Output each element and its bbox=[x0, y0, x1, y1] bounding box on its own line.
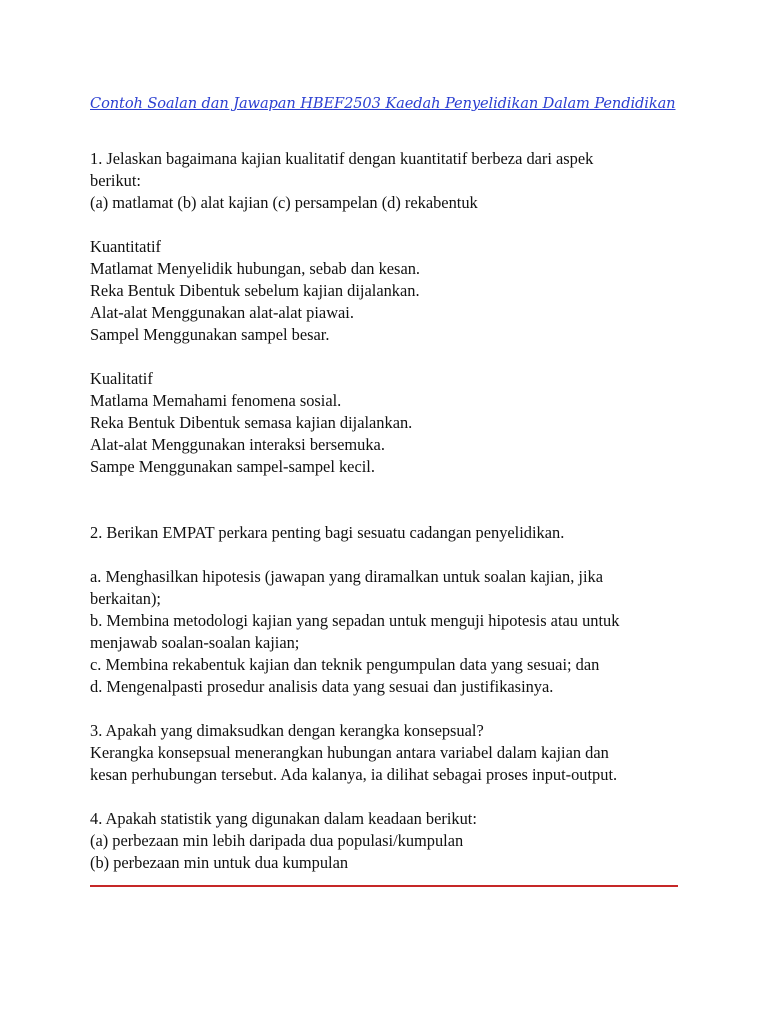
q2-question: 2. Berikan EMPAT perkara penting bagi sesuatu cadangan penyelidikan. bbox=[90, 523, 565, 542]
kuantitatif-item: Reka Bentuk Dibentuk sebelum kajian dijalankan. bbox=[90, 281, 420, 300]
q3-question: 3. Apakah yang dimaksudkan dengan kerangka konsepsual? bbox=[90, 721, 484, 740]
section-divider bbox=[90, 885, 678, 887]
q2-answer-line: b. Membina metodologi kajian yang sepadan untuk menguji hipotesis atau untuk bbox=[90, 611, 620, 630]
q2-answer-line: menjawab soalan-soalan kajian; bbox=[90, 633, 300, 652]
q2-answer-line: berkaitan); bbox=[90, 589, 161, 608]
kuantitatif-item: Alat-alat Menggunakan alat-alat piawai. bbox=[90, 303, 354, 322]
kuantitatif-heading: Kuantitatif bbox=[90, 237, 162, 256]
kuantitatif-item: Sampel Menggunakan sampel besar. bbox=[90, 325, 330, 344]
kuantitatif-item: Matlamat Menyelidik hubungan, sebab dan kesan. bbox=[90, 259, 421, 278]
q3-answer-line: kesan perhubungan tersebut. Ada kalanya, ia dilihat sebagai proses input-output. bbox=[90, 765, 618, 784]
q2-answer-line: d. Mengenalpasti prosedur analisis data yang sesuai dan justifikasinya. bbox=[90, 677, 554, 696]
q1-line: berikut: bbox=[90, 171, 141, 190]
q1-options: (a) matlamat (b) alat kajian (c) persampelan (d) rekabentuk bbox=[90, 193, 478, 212]
kualitatif-item: Sampe Menggunakan sampel-sampel kecil. bbox=[90, 457, 375, 476]
document-body bbox=[90, 148, 690, 874]
q2-answer-line: a. Menghasilkan hipotesis (jawapan yang diramalkan untuk soalan kajian, jika bbox=[90, 567, 603, 586]
document-title-link[interactable]: Contoh Soalan dan Jawapan HBEF2503 Kaedah Penyelidikan Dalam Pendidikan bbox=[90, 95, 676, 112]
q2-answer-line: c. Membina rekabentuk kajian dan teknik pengumpulan data yang sesuai; dan bbox=[90, 655, 600, 674]
q4-question: 4. Apakah statistik yang digunakan dalam keadaan berikut: bbox=[90, 809, 477, 828]
q4-item: (b) perbezaan min untuk dua kumpulan bbox=[90, 853, 349, 872]
q1-line: 1. Jelaskan bagaimana kajian kualitatif dengan kuantitatif berbeza dari aspek bbox=[90, 149, 594, 168]
kualitatif-item: Alat-alat Menggunakan interaksi bersemuka. bbox=[90, 435, 385, 454]
kualitatif-item: Reka Bentuk Dibentuk semasa kajian dijalankan. bbox=[90, 413, 413, 432]
kualitatif-heading: Kualitatif bbox=[90, 369, 153, 388]
q3-answer-line: Kerangka konsepsual menerangkan hubungan antara variabel dalam kajian dan bbox=[90, 743, 609, 762]
q4-item: (a) perbezaan min lebih daripada dua populasi/kumpulan bbox=[90, 831, 464, 850]
kualitatif-item: Matlama Memahami fenomena sosial. bbox=[90, 391, 342, 410]
